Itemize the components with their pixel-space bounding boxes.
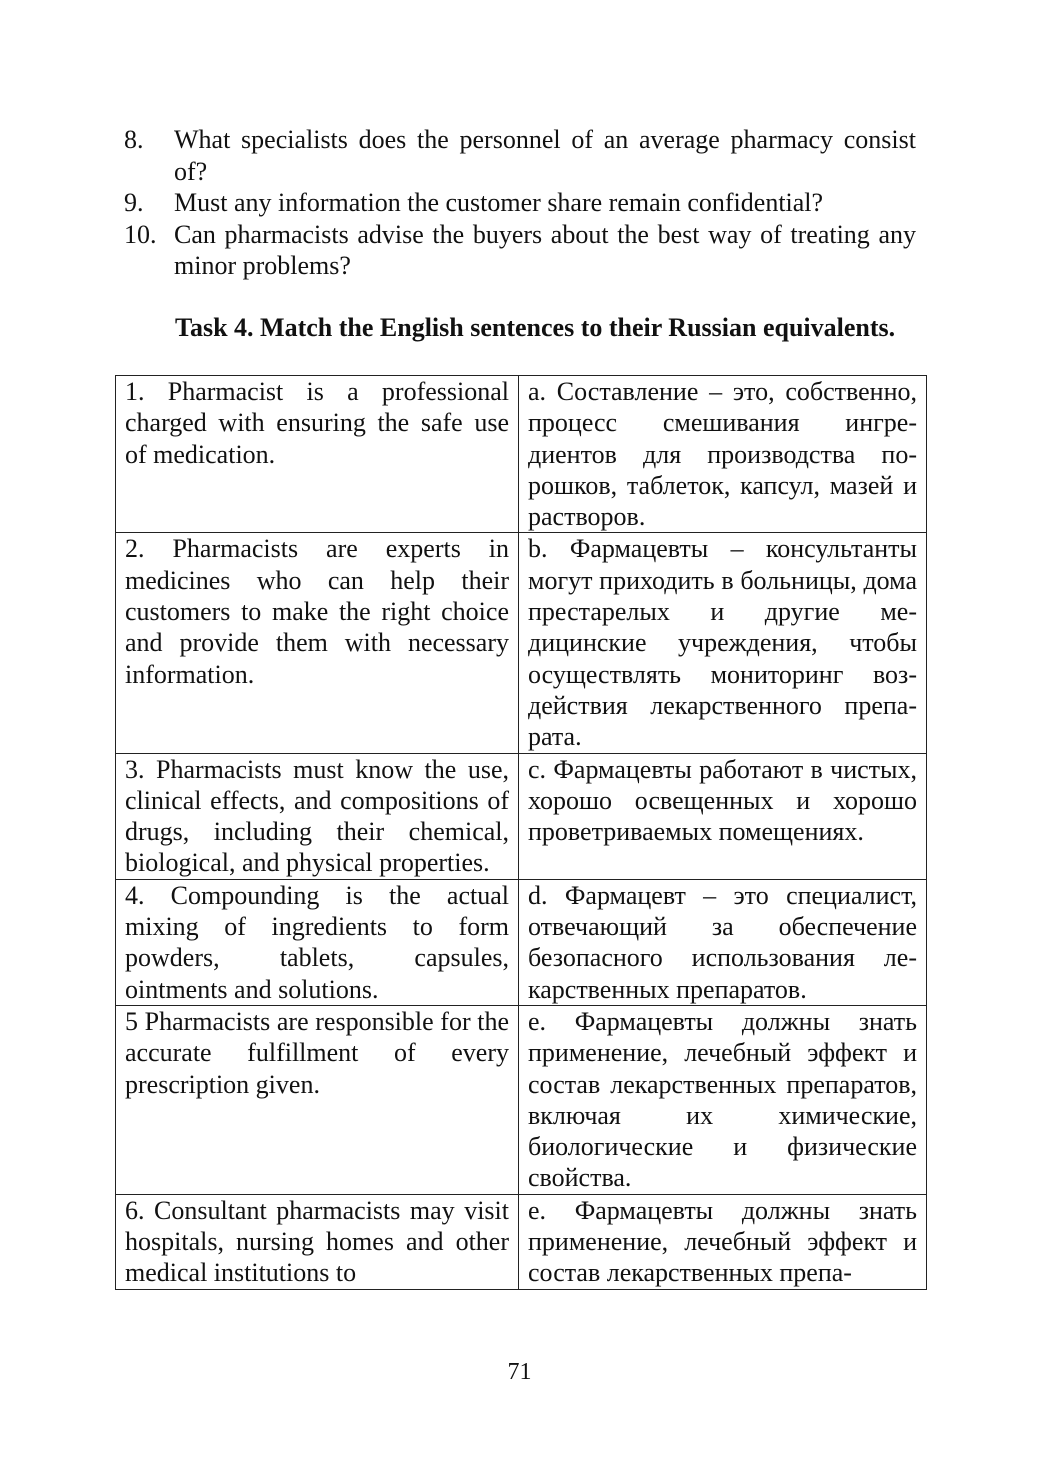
question-text: What specialists does the personnel of an average pharmacy consist of? <box>174 125 916 186</box>
question-text: Must any information the customer share remain confidential? <box>174 188 824 217</box>
english-sentence-text: 6. Consultant pharmacists may visit hospitals, nursing homes and other medical institutions to <box>125 1195 509 1288</box>
table-row <box>116 376 927 533</box>
english-sentence-cell: 4. Compounding is the actual mixing of ingredients to form powders, tablets, capsules, ointments and solutions. <box>116 879 519 1005</box>
russian-sentence-cell: e. Фармацевты должны знать применение, лечебный эффект и состав лекарственных препаратов, включая их химические, биологические и физические свойства. <box>519 1005 927 1194</box>
question-number: 8. <box>124 125 144 154</box>
question-number: 9. <box>124 188 144 217</box>
russian-sentence-cell: c. Фармацевты работают в чистых, хорошо освещенных и хорошо проветриваемых помещениях. <box>519 753 927 879</box>
question-text: Can pharmacists advise the buyers about the best way of treating any minor problems? <box>174 219 916 280</box>
table-row <box>116 879 927 1005</box>
question-list <box>124 124 916 282</box>
table-row <box>116 753 927 879</box>
english-sentence-cell: 1. Pharmacist is a professional charged with ensuring the safe use of medication. <box>116 376 519 533</box>
task-heading: Task 4. Match the English sentences to their Russian equivalents. <box>175 313 896 342</box>
english-sentence-cell: 3. Pharmacists must know the use, clinical effects, and compositions of drugs, including their chemical, biological, and physical properties. <box>116 753 519 879</box>
table-row <box>116 1194 927 1289</box>
question-item <box>124 124 916 187</box>
russian-sentence-cell: a. Составление – это, собственно, процесс смешивания ингредиентов для производства порошков, таблеток, капсул, мазей и растворов. <box>519 376 927 533</box>
table-row <box>116 533 927 753</box>
russian-sentence-cell: d. Фармацевт – это специалист, отвечающий за обеспечение безопасного использования лекарственных препаратов. <box>519 879 927 1005</box>
english-sentence-cell: 5 Pharmacists are responsible for the accurate fulfillment of every prescription given. <box>116 1005 519 1194</box>
question-item <box>124 219 916 282</box>
table-row <box>116 1005 927 1194</box>
page-number: 71 <box>507 1359 532 1385</box>
english-sentence-cell: 2. Pharmacists are experts in medicines who can help their customers to make the right choice and provide them with necessary information. <box>116 533 519 753</box>
russian-sentence-cell: b. Фармацевты – консультанты могут приходить в больницы, дома престарелых и другие медицинские учреждения, чтобы осуществлять мониторинг воздействия лекарственного препарата. <box>519 533 927 753</box>
russian-sentence-text: e. Фармацевты должны знать применение, лечебный эффект и состав лекарственных препа- <box>528 1195 917 1288</box>
english-sentence-cell <box>116 1194 519 1289</box>
question-item <box>124 187 916 219</box>
matching-table <box>115 375 927 1290</box>
russian-sentence-cell <box>519 1194 927 1289</box>
question-number: 10. <box>124 219 157 249</box>
